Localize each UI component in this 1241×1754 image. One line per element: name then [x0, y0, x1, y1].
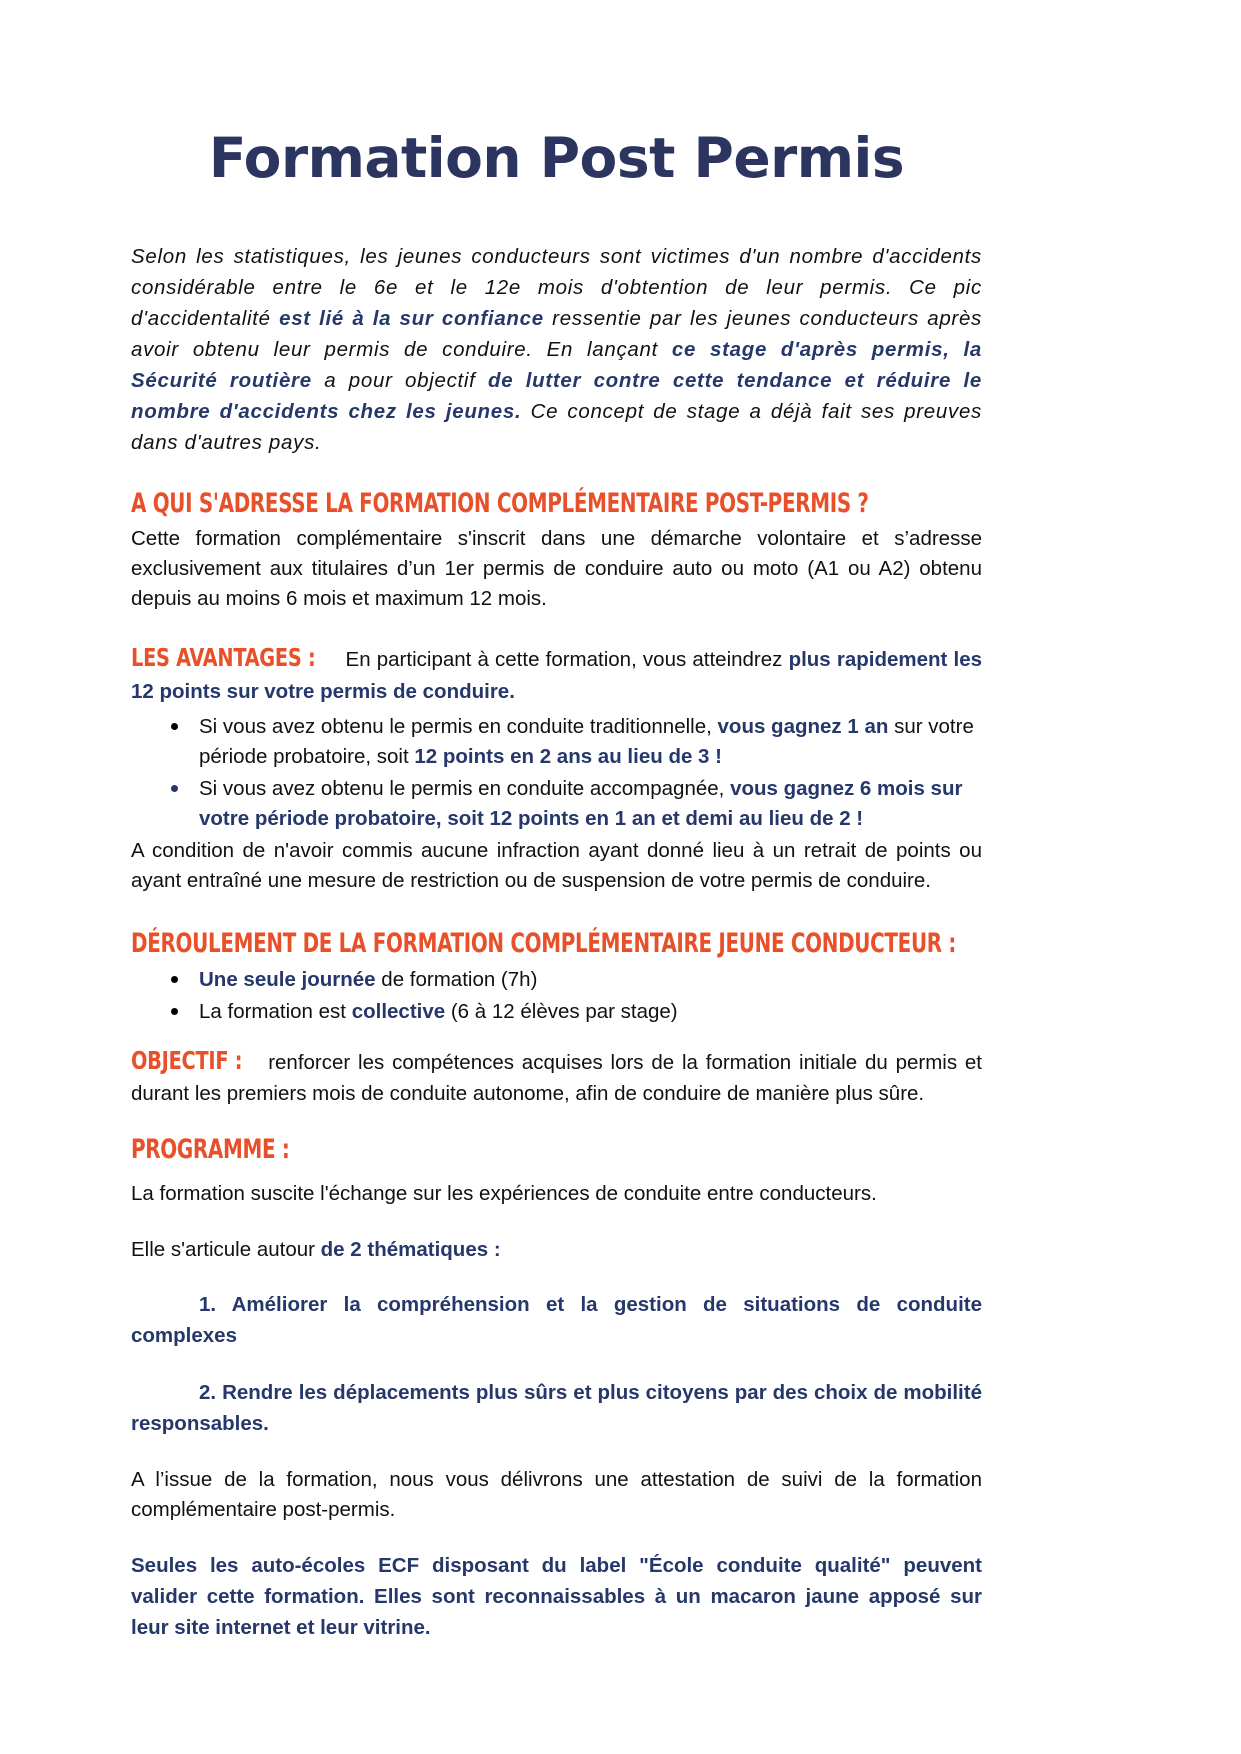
programme-intro: La formation suscite l'échange sur les expériences de conduite entre conducteurs. — [131, 1181, 877, 1205]
objectif-label: OBJECTIF : — [131, 1045, 243, 1075]
advantages-lead — [131, 640, 982, 706]
articulation-bold: de 2 thématiques : — [320, 1237, 501, 1261]
spacer — [131, 1352, 982, 1378]
intro-text-3: a pour objectif — [311, 369, 488, 393]
intro-bold-2: ce stage d'après permis, la Sécurité routière — [131, 337, 983, 393]
programme-attestation: A l’issue de la formation, nous vous délivrons une attestation de suivi de la formation complémentaire post-permis. — [131, 1468, 982, 1522]
intro-bold-3: de lutter contre cette tendance et réduire le nombre d'accidents chez les jeunes. — [131, 369, 982, 424]
programme-theme-2: 2. Rendre les déplacements plus sûrs et plus citoyens par des choix de mobilité responsables. — [131, 1380, 982, 1435]
final-note-quote: "École conduite qualité" — [639, 1554, 891, 1578]
advantages-condition: A condition de n'avoir commis aucune infraction ayant donné lieu à un retrait de points ou ayant entraîné une mesure de restriction ou de suspension de votre permis de conduire. — [131, 839, 982, 893]
programme-final-note — [131, 1551, 982, 1643]
final-note-part-2: peuvent valider cette formation. Elles sont reconnaissables à un macaron jaune apposé sur leur site internet et leur vitrine. — [131, 1554, 982, 1639]
document-content — [131, 0, 982, 1644]
list-item — [131, 774, 982, 834]
intro-paragraph — [131, 241, 982, 459]
deroulement-bold-2: collective — [351, 999, 446, 1023]
heading-programme: PROGRAMME : — [131, 1133, 290, 1165]
intro-bold-1: est lié à la sur confiance — [279, 306, 544, 330]
bullet-text-start: Si vous avez obtenu le permis en conduite traditionnelle, — [199, 715, 718, 739]
objectif-text: renforcer les compétences acquises lors de la formation initiale du permis et durant les premiers mois de conduite autonome, afin de conduire de manière plus sûre. — [131, 1050, 982, 1106]
spacer — [131, 1029, 982, 1043]
bullet-dot-icon — [171, 1008, 178, 1015]
spacer — [131, 1525, 982, 1551]
articulation-text: Elle s'articule autour — [131, 1237, 321, 1261]
list-item — [131, 997, 982, 1027]
deroulement-rest-2: (6 à 12 élèves par stage) — [445, 999, 678, 1023]
deroulement-bold-1: Une seule journée — [199, 967, 376, 991]
spacer — [131, 1264, 982, 1290]
intro-text-2: ressentie par les jeunes conducteurs après avoir obtenu leur permis de conduire. En lançant — [131, 306, 982, 361]
bullet-dot-icon — [171, 785, 178, 792]
programme-theme-1: 1. Améliorer la compréhension et la gestion de situations de conduite complexes — [131, 1293, 982, 1348]
spacer — [131, 1165, 982, 1179]
bullet-dot-icon — [171, 976, 178, 983]
programme-articulation — [131, 1235, 982, 1265]
final-note-part-1: Seules les auto-écoles ECF disposant du label — [131, 1554, 640, 1578]
deroulement-bullet-list — [131, 965, 982, 1027]
advantages-lead-bold: plus rapidement les 12 points sur votre permis de conduire. — [131, 648, 982, 703]
bullet-bold-1: vous gagnez 6 mois sur votre période probatoire, soit 12 points en 1 an et demi au lieu de 2 ! — [199, 777, 963, 831]
bullet-text-mid: sur votre période probatoire, soit — [199, 715, 974, 769]
heading-deroulement: DÉROULEMENT DE LA FORMATION COMPLÉMENTAIRE JEUNE CONDUCTEUR : — [131, 928, 957, 959]
spacer — [131, 614, 982, 640]
page-title: Formation Post Permis — [208, 126, 905, 190]
bullet-bold-2: 12 points en 2 ans au lieu de 3 ! — [414, 745, 722, 769]
spacer — [131, 1209, 982, 1235]
list-item — [131, 712, 982, 772]
spacer — [131, 1109, 982, 1135]
intro-text-4: Ce concept de stage a déjà fait ses preuves dans d'autres pays. — [131, 400, 982, 455]
objectif-paragraph — [131, 1043, 982, 1109]
deroulement-rest-1: de formation (7h) — [375, 967, 538, 991]
bullet-text-start: Si vous avez obtenu le permis en conduite accompagnée, — [199, 777, 731, 801]
spacer — [131, 1439, 982, 1465]
advantages-bullet-list — [131, 712, 982, 834]
heading-audience: A QUI S'ADRESSE LA FORMATION COMPLÉMENTAIRE POST-PERMIS ? — [131, 487, 869, 519]
audience-paragraph: Cette formation complémentaire s'inscrit dans une démarche volontaire et s’adresse exclusivement aux titulaires d’un 1er permis de conduire auto ou moto (A1 ou A2) obtenu depuis au moins 6 mois et maximum 12 mois. — [131, 527, 982, 611]
advantages-label: LES AVANTAGES : — [131, 643, 316, 673]
deroulement-pre-2: La formation est — [199, 999, 352, 1023]
intro-text-1: Selon les statistiques, les jeunes conducteurs sont victimes d'un nombre d'accidents considérable entre le 6e et le 12e mois d'obtention de leur permis. Ce pic d'accidentalité — [131, 244, 982, 330]
bullet-bold-1: vous gagnez 1 an — [717, 715, 889, 739]
list-item — [131, 965, 982, 995]
bullet-dot-icon — [171, 723, 178, 730]
advantages-lead-text: En participant à cette formation, vous atteindrez — [345, 648, 789, 672]
